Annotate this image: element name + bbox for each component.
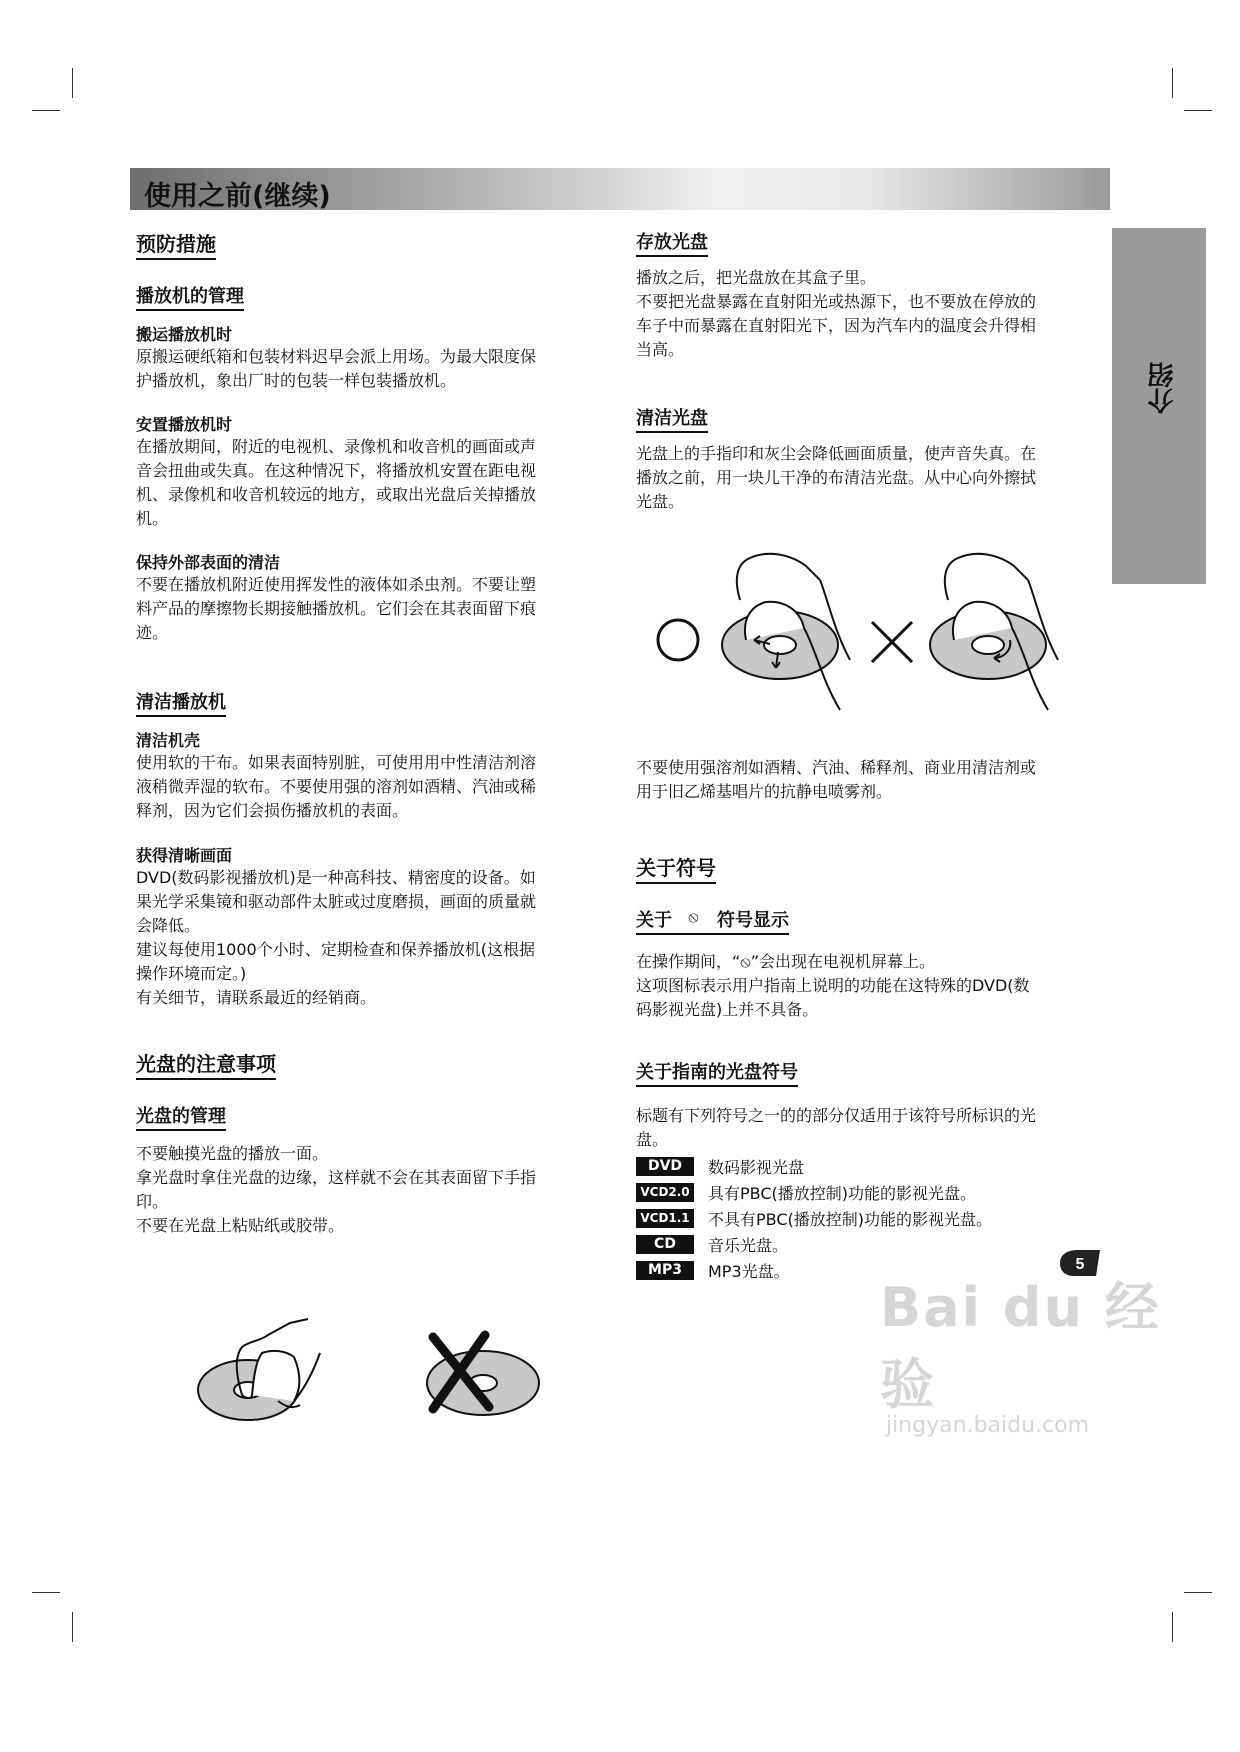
crop-mark: [1172, 1612, 1173, 1642]
page-title-bar: [130, 168, 1110, 210]
item-clear-picture: 获得清晰画面 DVD(数码影视播放机)是一种高科技、精密度的设备。如 果光学采集镜和驱动部件太脏或过度磨损，画面的质量就 会降低。 建议每使用1000个小时、定期检查和保养播放机(这根据 操作环境而定。) 有关细节，请联系最近的经销商。: [136, 846, 537, 1007]
section-title-disc-notes: 光盘的注意事项: [136, 1048, 276, 1080]
disc-symbol-vcd11: VCD1.1 不具有PBC(播放控制)功能的影视光盘。: [636, 1207, 992, 1229]
crop-mark: [1184, 110, 1212, 111]
item-transport: 搬运播放机时 原搬运硬纸箱和包装材料迟早会派上用场。为最大限度保 护播放机，象出厂时的包装一样包装播放机。: [136, 325, 537, 390]
side-tab-label: 介绍: [1148, 362, 1178, 414]
disc-hold-wrong-illustration: [415, 1325, 545, 1435]
page-number: 5: [1075, 1256, 1085, 1273]
disc-cleaning-illustration: [650, 540, 1070, 730]
crop-mark: [1172, 68, 1173, 98]
section-title-storing-discs: 存放光盘: [636, 228, 708, 257]
subsection-title-disc-handling: 光盘的管理: [136, 1102, 226, 1131]
disc-symbol-cd: CD 音乐光盘。: [636, 1233, 788, 1255]
crop-mark: [72, 68, 73, 98]
crop-mark: [1184, 1592, 1212, 1593]
storing-text: 播放之后，把光盘放在其盒子里。 不要把光盘暴露在直射阳光或热源下，也不要放在停放的 车子中而暴露在直射阳光下，因为汽车内的温度会升得相 当高。: [636, 268, 1037, 359]
disc-hold-correct-illustration: [190, 1305, 340, 1430]
crop-mark: [32, 1592, 60, 1593]
subsection-title-prohibit-symbol: 关于 ⦸ 符号显示: [636, 906, 789, 935]
cleaning-text: 光盘上的手指印和灰尘会降低画面质量，使声音失真。在 播放之前，用一块儿干净的布清洁光盘。从中心向外擦拭 光盘。: [636, 444, 1037, 511]
item-surface-cleaning: 保持外部表面的清洁 不要在播放机附近使用挥发性的液体如杀虫剂。不要让塑 料产品的摩擦物长期接触播放机。它们会在其表面留下痕 迹。: [136, 553, 537, 642]
side-tab: [1112, 228, 1206, 584]
disc-handling-text: 不要触摸光盘的播放一面。 拿光盘时拿住光盘的边缘，这样就不会在其表面留下手指 印。 不要在光盘上粘贴纸或胶带。: [136, 1144, 537, 1235]
crop-mark: [72, 1612, 73, 1642]
prohibit-symbol-text: 在操作期间，“⦸”会出现在电视机屏幕上。 这项图标表示用户指南上说明的功能在这特殊的DVD(数 码影视光盘)上并不具备。: [636, 952, 1030, 1019]
correct-mark-icon: [658, 620, 698, 660]
subsection-title-player-care: 播放机的管理: [136, 282, 244, 311]
disc-symbol-dvd: DVD 数码影视光盘: [636, 1155, 804, 1177]
disc-symbols-intro: 标题有下列符号之一的的部分仅适用于该符号所标识的光 盘。: [636, 1106, 1037, 1149]
section-title-precautions: 预防措施: [136, 228, 216, 260]
wrong-mark-icon: [872, 622, 912, 662]
disc-symbol-mp3: MP3 MP3光盘。: [636, 1259, 790, 1281]
crop-mark: [32, 110, 60, 111]
cleaning-warning-text: 不要使用强溶剂如酒精、汽油、稀释剂、商业用清洁剂或 用于旧乙烯基唱片的抗静电喷雾剂。: [636, 758, 1037, 801]
prohibit-icon: ⦸: [688, 907, 699, 926]
section-title-cleaning-discs: 清洁光盘: [636, 404, 708, 433]
item-cabinet: 清洁机壳 使用软的干布。如果表面特别脏，可使用用中性清洁剂溶 液稍微弄湿的软布。不要使用强的溶剂如酒精、汽油或稀 释剂，因为它们会损伤播放机的表面。: [136, 731, 537, 820]
watermark: Bai du 经验 jingyan.baidu.com: [880, 1276, 1161, 1438]
page-title: 使用之前(继续): [144, 181, 331, 212]
disc-symbol-vcd20: VCD2.0 具有PBC(播放控制)功能的影视光盘。: [636, 1181, 976, 1203]
subsection-title-disc-symbols: 关于指南的光盘符号: [636, 1058, 798, 1087]
subsection-title-cleaning-player: 清洁播放机: [136, 688, 226, 717]
item-placement: 安置播放机时 在播放期间，附近的电视机、录像机和收音机的画面或声 音会扭曲或失真。在这种情况下，将播放机安置在距电视 机、录像机和收音机较远的地方，或取出光盘后关掉播放 机。: [136, 415, 537, 528]
section-title-symbols: 关于符号: [636, 852, 716, 884]
